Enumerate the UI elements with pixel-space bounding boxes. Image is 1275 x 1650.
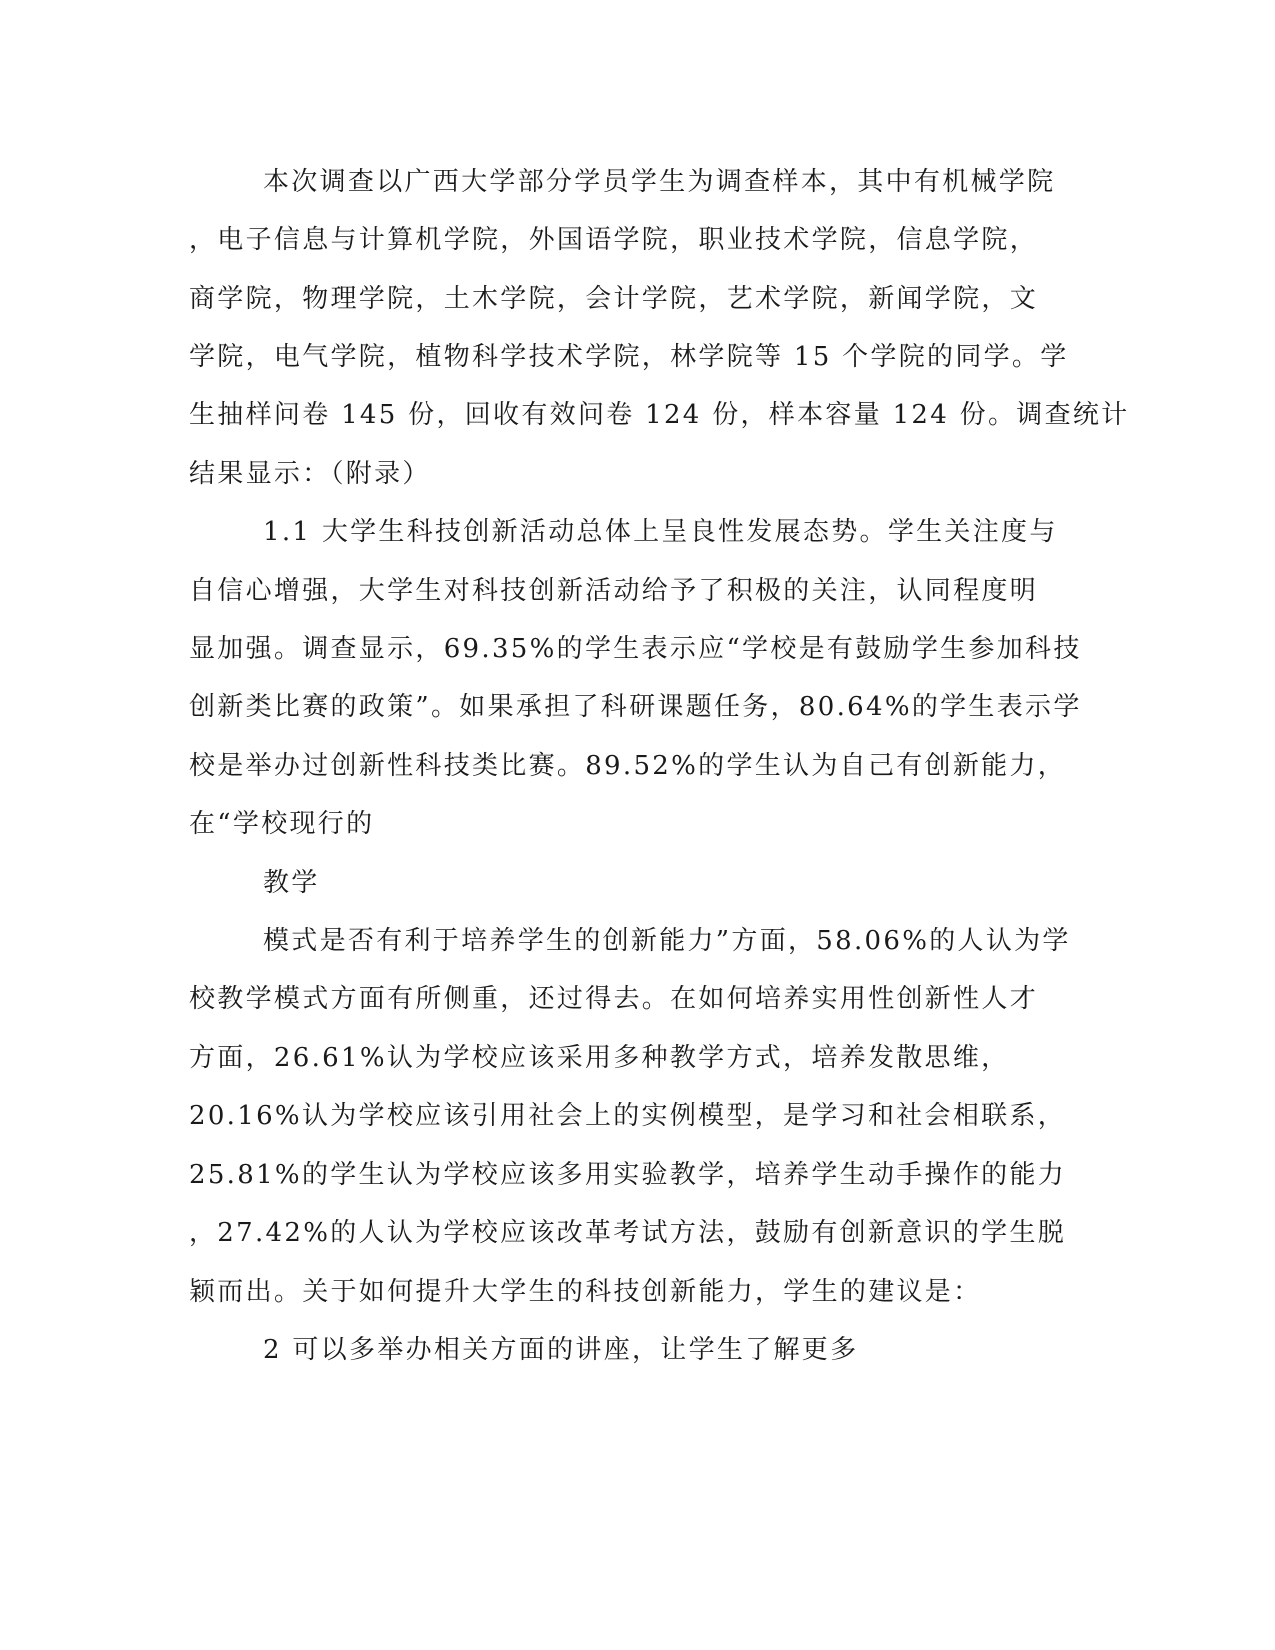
paragraph-line: 校教学模式方面有所侧重，还过得去。在如何培养实用性创新性人才 (189, 984, 1039, 1014)
paragraph-line: 在“学校现行的 (189, 809, 375, 839)
paragraph-line: 模式是否有利于培养学生的创新能力”方面，58.06%的人认为学 (263, 926, 1071, 956)
paragraph-line: ，电子信息与计算机学院，外国语学院，职业技术学院，信息学院， (189, 225, 1039, 255)
paragraph-line: 自信心增强，大学生对科技创新活动给予了积极的关注，认同程度明 (189, 576, 1039, 606)
paragraph-line: 颖而出。关于如何提升大学生的科技创新能力，学生的建议是： (189, 1277, 982, 1307)
paragraph-line: 学院，电气学院，植物科学技术学院，林学院等 15 个学院的同学。学 (189, 342, 1069, 372)
section-heading-line: 2 可以多举办相关方面的讲座，让学生了解更多 (263, 1335, 859, 1365)
paragraph-line: 结果显示：（附录） (189, 459, 431, 489)
paragraph-line: 创新类比赛的政策”。如果承担了科研课题任务，80.64%的学生表示学 (189, 692, 1082, 722)
paragraph-line: 本次调查以广西大学部分学员学生为调查样本，其中有机械学院 (263, 167, 1056, 197)
paragraph-line: 25.81%的学生认为学校应该多用实验教学，培养学生动手操作的能力 (189, 1160, 1067, 1190)
paragraph-line: 方面，26.61%认为学校应该采用多种教学方式，培养发散思维， (189, 1043, 1010, 1073)
paragraph-line: 校是举办过创新性科技类比赛。89.52%的学生认为自己有创新能力， (189, 751, 1067, 781)
paragraph-line: ，27.42%的人认为学校应该改革考试方法，鼓励有创新意识的学生脱 (189, 1218, 1067, 1248)
paragraph-line: 20.16%认为学校应该引用社会上的实例模型，是学习和社会相联系， (189, 1101, 1067, 1131)
paragraph-line: 商学院，物理学院，土木学院，会计学院，艺术学院，新闻学院，文 (189, 284, 1039, 314)
paragraph-line: 教学 (263, 868, 320, 898)
section-heading-line: 1.1 大学生科技创新活动总体上呈良性发展态势。学生关注度与 (263, 517, 1058, 547)
paragraph-line: 生抽样问卷 145 份，回收有效问卷 124 份，样本容量 124 份。调查统计 (189, 400, 1130, 430)
paragraph-line: 显加强。调查显示，69.35%的学生表示应“学校是有鼓励学生参加科技 (189, 634, 1082, 664)
